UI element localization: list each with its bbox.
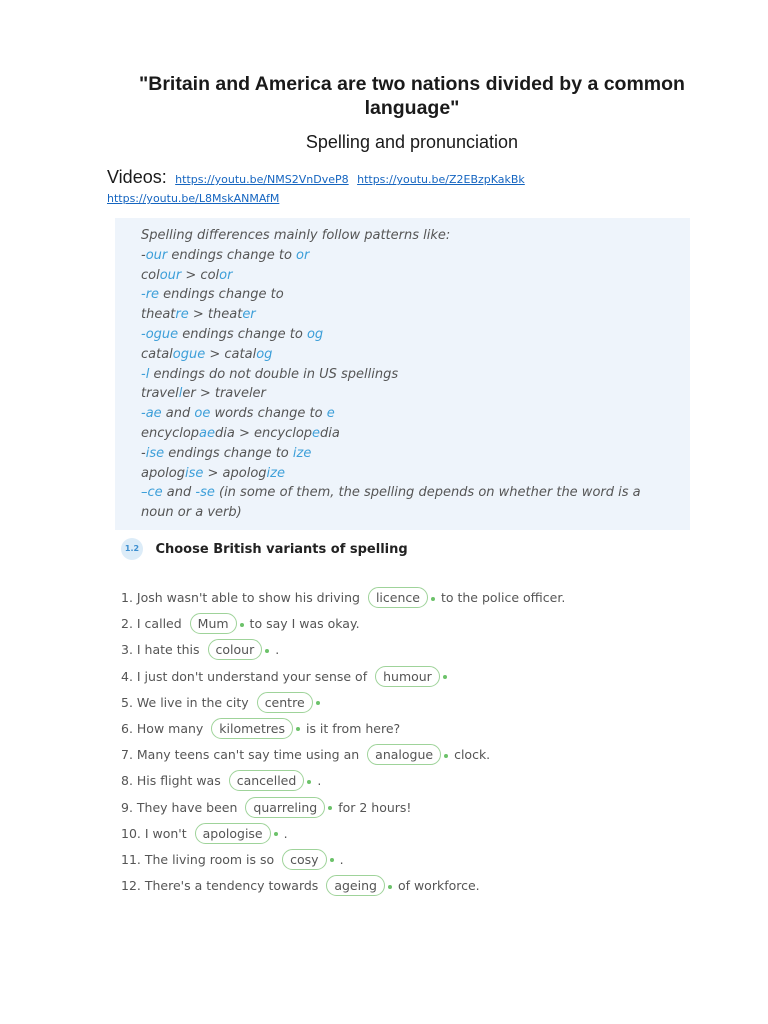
sentence-7: 7. Many teens can't say time using an analogue clock. xyxy=(121,743,721,769)
answer-field[interactable]: licence xyxy=(368,587,428,608)
sentence-3: 3. I hate this colour . xyxy=(121,638,721,664)
answer-field[interactable]: cancelled xyxy=(229,770,305,791)
exercise-header xyxy=(121,538,408,560)
sentence-12: 12. There's a tendency towards ageing of workforce. xyxy=(121,874,721,900)
correct-dot-icon xyxy=(265,649,269,653)
sentence-4: 4. I just don't understand your sense of humour xyxy=(121,665,721,691)
rule-ise-example: apologise > apologize xyxy=(141,465,285,481)
answer-field[interactable]: quarreling xyxy=(245,797,325,818)
sentence-1: 1. Josh wasn't able to show his driving licence to the police officer. xyxy=(121,586,721,612)
sentence-2: 2. I called Mum to say I was okay. xyxy=(121,612,721,638)
sentence-9: 9. They have been quarreling for 2 hours! xyxy=(121,796,721,822)
correct-dot-icon xyxy=(296,727,300,731)
rule-ogue-example: catalogue > catalog xyxy=(141,346,273,362)
answer-field[interactable]: humour xyxy=(375,666,440,687)
correct-dot-icon xyxy=(274,832,278,836)
rule-re: -re endings change to xyxy=(141,287,284,303)
sentence-10: 10. I won't apologise . xyxy=(121,822,721,848)
rule-intro: Spelling differences mainly follow patterns like: xyxy=(141,228,451,243)
rule-our: -our endings change to or xyxy=(141,247,310,263)
answer-field[interactable]: cosy xyxy=(282,849,326,870)
rule-l: -l endings do not double in US spellings xyxy=(141,366,399,382)
answer-field[interactable]: analogue xyxy=(367,744,441,765)
rule-l-example: traveller > traveler xyxy=(141,386,266,402)
answer-field[interactable]: Mum xyxy=(190,613,237,634)
rule-ise: -ise endings change to ize xyxy=(141,445,312,461)
rule-ce-se: –ce and -se (in some of them, the spelling depends on whether the word is a noun or a verb) xyxy=(141,485,641,521)
exercise-title: Choose British variants of spelling xyxy=(155,541,408,557)
answer-field[interactable]: kilometres xyxy=(211,718,293,739)
correct-dot-icon xyxy=(316,701,320,705)
rule-re-example: theatre > theater xyxy=(141,307,256,323)
sentence-11: 11. The living room is so cosy . xyxy=(121,848,721,874)
exercise-sentences xyxy=(121,586,721,900)
sentence-8: 8. His flight was cancelled . xyxy=(121,769,721,795)
videos-label: Videos: xyxy=(107,167,167,187)
correct-dot-icon xyxy=(388,885,392,889)
video-link-1[interactable]: https://youtu.be/NMS2VnDveP8 xyxy=(175,173,349,186)
sentence-6: 6. How many kilometres is it from here? xyxy=(121,717,721,743)
spelling-rules-box xyxy=(115,218,690,530)
correct-dot-icon xyxy=(443,675,447,679)
sentence-5: 5. We live in the city centre xyxy=(121,691,721,717)
rule-ae: -ae and oe words change to e xyxy=(141,406,335,422)
answer-field[interactable]: ageing xyxy=(326,875,385,896)
answer-field[interactable]: apologise xyxy=(195,823,271,844)
correct-dot-icon xyxy=(240,623,244,627)
correct-dot-icon xyxy=(444,754,448,758)
answer-field[interactable]: colour xyxy=(208,639,263,660)
videos-line xyxy=(107,166,707,205)
rule-ae-example: encyclopaedia > encyclopedia xyxy=(141,425,340,441)
page-title: "Britain and America are two nations divided by a common language" xyxy=(139,73,685,119)
video-link-2[interactable]: https://youtu.be/Z2EBzpKakBk xyxy=(357,173,525,186)
correct-dot-icon xyxy=(330,858,334,862)
correct-dot-icon xyxy=(328,806,332,810)
exercise-number-badge: 1.2 xyxy=(121,538,143,560)
page-subtitle: Spelling and pronunciation xyxy=(305,132,519,152)
rule-our-example: colour > color xyxy=(141,267,233,283)
video-link-3[interactable]: https://youtu.be/L8MskANMAfM xyxy=(107,192,280,205)
answer-field[interactable]: centre xyxy=(257,692,313,713)
correct-dot-icon xyxy=(307,780,311,784)
rule-ogue: -ogue endings change to og xyxy=(141,326,324,342)
correct-dot-icon xyxy=(431,597,435,601)
